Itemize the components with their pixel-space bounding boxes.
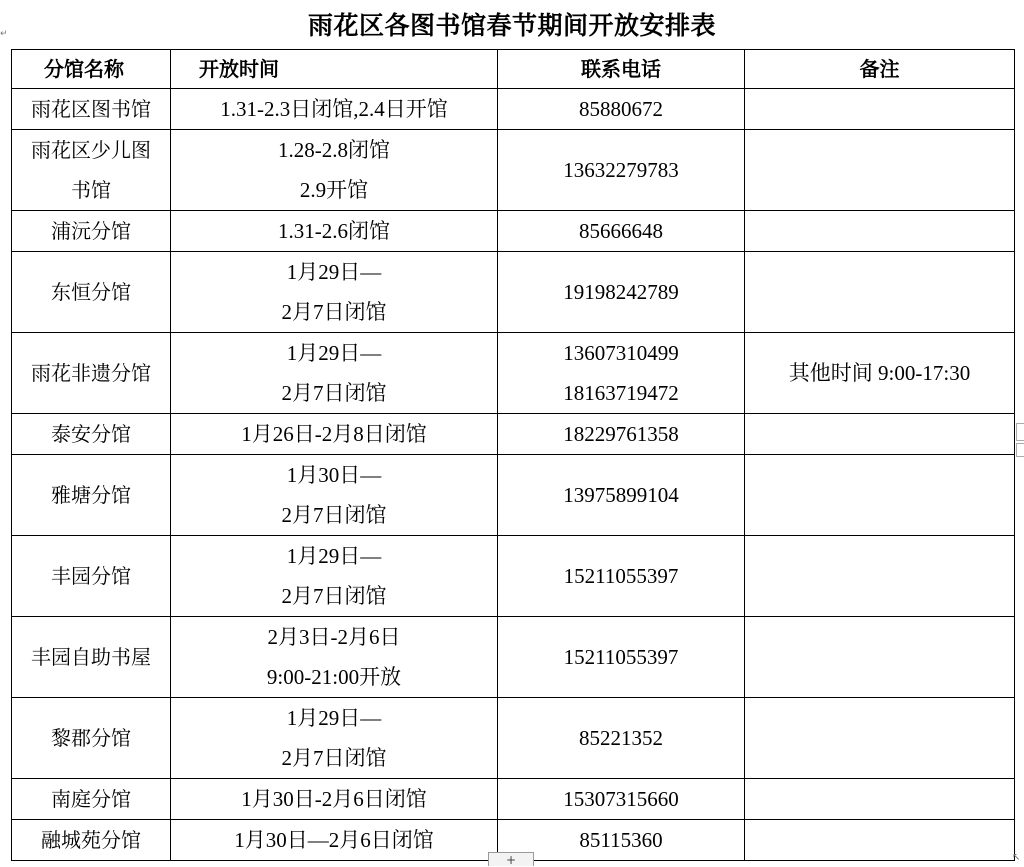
resize-corner-icon[interactable]: ↖ (1012, 852, 1021, 863)
table-row (12, 536, 1015, 617)
notes-cell[interactable] (745, 130, 1015, 211)
table-row (12, 455, 1015, 536)
phone-cell[interactable]: 85666648 (498, 211, 745, 252)
branch-name-cell[interactable]: 雨花非遗分馆 (12, 333, 171, 414)
phone-cell[interactable]: 19198242789 (498, 252, 745, 333)
branch-name-cell[interactable]: 丰园自助书屋 (12, 617, 171, 698)
column-resize-handle-lower[interactable] (1016, 443, 1024, 457)
branch-name-cell[interactable]: 浦沅分馆 (12, 211, 171, 252)
hours-cell[interactable]: 1月29日— 2月7日闭馆 (171, 333, 498, 414)
notes-cell[interactable] (745, 536, 1015, 617)
notes-cell[interactable] (745, 89, 1015, 130)
hours-cell[interactable]: 1月26日-2月8日闭馆 (171, 414, 498, 455)
hours-cell[interactable]: 2月3日-2月6日 9:00-21:00开放 (171, 617, 498, 698)
phone-cell[interactable]: 85115360 (498, 820, 745, 861)
notes-cell[interactable] (745, 333, 1015, 414)
column-resize-handle[interactable] (1016, 423, 1024, 441)
branch-name-cell[interactable]: 融城苑分馆 (12, 820, 171, 861)
phone-cell[interactable]: 85880672 (498, 89, 745, 130)
phone-cell[interactable]: 18229761358 (498, 414, 745, 455)
notes-cell[interactable] (745, 820, 1015, 861)
hours-cell[interactable]: 1.31-2.6闭馆 (171, 211, 498, 252)
phone-cell[interactable]: 13632279783 (498, 130, 745, 211)
table-row (12, 333, 1015, 414)
schedule-table (11, 49, 1015, 861)
hours-cell[interactable]: 1.31-2.3日闭馆,2.4日开馆 (171, 89, 498, 130)
notes-cell[interactable] (745, 211, 1015, 252)
table-row (12, 89, 1015, 130)
branch-name-cell[interactable]: 丰园分馆 (12, 536, 171, 617)
hours-cell[interactable]: 1月30日-2月6日闭馆 (171, 779, 498, 820)
branch-name-cell[interactable]: 泰安分馆 (12, 414, 171, 455)
table-row (12, 617, 1015, 698)
table-row (12, 252, 1015, 333)
header-branch-name: 分馆名称 (12, 50, 171, 89)
notes-cell[interactable] (745, 455, 1015, 536)
notes-cell[interactable] (745, 698, 1015, 779)
notes-cell[interactable] (745, 617, 1015, 698)
table-row (12, 130, 1015, 211)
notes-cell[interactable] (745, 779, 1015, 820)
hours-cell[interactable]: 1月29日— 2月7日闭馆 (171, 536, 498, 617)
hours-cell[interactable]: 1月29日— 2月7日闭馆 (171, 252, 498, 333)
phone-cell[interactable]: 15307315660 (498, 779, 745, 820)
branch-name-cell[interactable]: 雨花区少儿图 书馆 (12, 130, 171, 211)
header-notes: 备注 (745, 50, 1015, 89)
hours-cell[interactable]: 1月29日— 2月7日闭馆 (171, 698, 498, 779)
branch-name-cell[interactable]: 雅塘分馆 (12, 455, 171, 536)
phone-cell[interactable]: 15211055397 (498, 536, 745, 617)
phone-cell[interactable]: 13975899104 (498, 455, 745, 536)
branch-name-cell[interactable]: 东恒分馆 (12, 252, 171, 333)
add-row-button[interactable]: + (488, 852, 534, 866)
notes-other-hours: 其他时间 9:00-17:30 (788, 361, 971, 385)
paragraph-mark-icon: ↵ (0, 29, 8, 39)
phone-cell[interactable]: 15211055397 (498, 617, 745, 698)
header-opening-hours: 开放时间 (171, 50, 498, 89)
page-title: 雨花区各图书馆春节期间开放安排表 (307, 11, 716, 40)
hours-cell[interactable]: 1月30日—2月6日闭馆 (171, 820, 498, 861)
table-row (12, 779, 1015, 820)
phone-cell[interactable]: 13607310499 18163719472 (498, 333, 745, 414)
table-row (12, 211, 1015, 252)
table-header-row (12, 50, 1015, 89)
table-row (12, 698, 1015, 779)
header-phone: 联系电话 (498, 50, 745, 89)
hours-cell[interactable]: 1.28-2.8闭馆 2.9开馆 (171, 130, 498, 211)
phone-cell[interactable]: 85221352 (498, 698, 745, 779)
branch-name-cell[interactable]: 南庭分馆 (12, 779, 171, 820)
branch-name-cell[interactable]: 雨花区图书馆 (12, 89, 171, 130)
branch-name-cell[interactable]: 黎郡分馆 (12, 698, 171, 779)
table-row (12, 414, 1015, 455)
notes-cell[interactable] (745, 414, 1015, 455)
hours-cell[interactable]: 1月30日— 2月7日闭馆 (171, 455, 498, 536)
notes-cell[interactable] (745, 252, 1015, 333)
